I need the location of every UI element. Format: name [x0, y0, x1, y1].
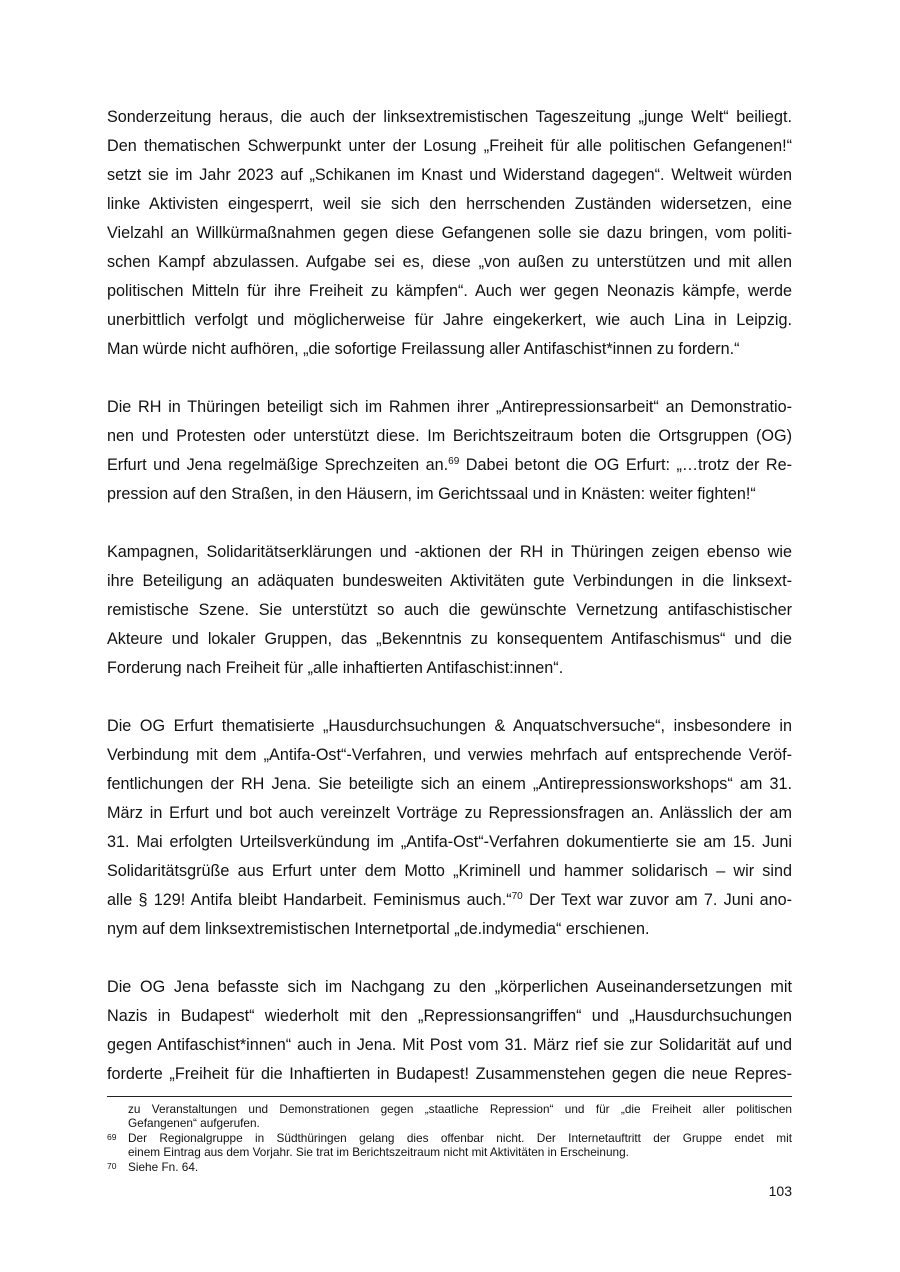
text-line: Solidaritätsgrüße aus Erfurt unter dem Motto „Kriminell und hammer solidarisch – wir sind: [107, 862, 792, 880]
text-segment: Dabei betont die OG Erfurt: „…trotz der Re-: [459, 456, 792, 474]
text-line: Akteure und lokaler Gruppen, das „Bekenntnis zu konsequentem Antifaschismus“ und die: [107, 630, 792, 648]
footnote-line: zu Veranstaltungen und Demonstrationen gegen „staatliche Repression“ und für „die Freiheit aller politischen: [128, 1102, 792, 1116]
text-line: Kampagnen, Solidaritätserklärungen und -aktionen der RH in Thüringen zeigen ebenso wie: [107, 543, 792, 561]
text-segment: Der Text war zuvor am 7. Juni ano-: [522, 891, 792, 909]
text-line: Man würde nicht aufhören, „die sofortige Freilassung aller Antifaschist*innen zu fordern.“: [107, 340, 740, 358]
text-line: schen Kampf abzulassen. Aufgabe sei es, diese „von außen zu unterstützen und mit allen: [107, 253, 792, 271]
text-line: März in Erfurt und bot auch vereinzelt Vorträge zu Repressionsfragen an. Anlässlich der am: [107, 804, 792, 822]
text-line: nym auf dem linksextremistischen Internetportal „de.indymedia“ erschienen.: [107, 920, 650, 938]
footnote-continued: [107, 1103, 792, 1130]
footnote-ref-69[interactable]: 69: [448, 456, 460, 467]
paragraph-1: [107, 103, 792, 364]
text-line: remistische Szene. Sie unterstützt so auch die gewünschte Vernetzung antifaschistischer: [107, 601, 792, 619]
footnote-70: [107, 1161, 792, 1175]
footnote-number: 69: [107, 1132, 117, 1143]
text-line: fentlichungen der RH Jena. Sie beteiligte sich an einem „Antirepressionsworkshops“ am 31.: [107, 775, 792, 793]
footnote-number: [107, 1103, 128, 1130]
text-line: Die OG Jena befasste sich im Nachgang zu den „körperlichen Auseinandersetzungen mit: [107, 978, 792, 996]
text-line: Forderung nach Freiheit für „alle inhaftierten Antifaschist:innen“.: [107, 659, 564, 677]
paragraph-3: [107, 538, 792, 683]
text-line: forderte „Freiheit für die Inhaftierten in Budapest! Zusammenstehen gegen die neue Repres-: [107, 1065, 792, 1083]
footnote-69: [107, 1132, 792, 1159]
text-line: Sonderzeitung heraus, die auch der linksextremistischen Tageszeitung „junge Welt“ beiliegt.: [107, 108, 792, 126]
paragraph-5: [107, 973, 792, 1089]
footnote-text: [128, 1132, 792, 1159]
page-number: 103: [768, 1183, 792, 1199]
footnote-line: Gefangenen“ aufgerufen.: [128, 1115, 260, 1130]
text-line: nen und Protesten oder unterstützt diese. Im Berichtszeitraum boten die Ortsgruppen (OG): [107, 427, 792, 445]
main-text: [107, 103, 792, 1089]
text-line: setzt sie im Jahr 2023 auf „Schikanen im Knast und Widerstand dagegen“. Weltweit würden: [107, 166, 792, 184]
text-line: politischen Mitteln für ihre Freiheit zu kämpfen“. Auch wer gegen Neonazis kämpfe, werde: [107, 282, 792, 300]
footnotes: [107, 1103, 792, 1177]
footnote-line: Der Regionalgruppe in Südthüringen gelang dies offenbar nicht. Der Internetauftritt der Gruppe endet mit: [128, 1131, 792, 1146]
text-line: Verbindung mit dem „Antifa-Ost“-Verfahren, und verwies mehrfach auf entsprechende Veröf-: [107, 746, 792, 764]
text-line: linke Aktivisten eingesperrt, weil sie sich den herrschenden Zuständen widersetzen, eine: [107, 195, 792, 213]
footnote-text: [128, 1103, 792, 1130]
footnote-number: 70: [107, 1161, 117, 1172]
text-line: gegen Antifaschist*innen“ auch in Jena. Mit Post vom 31. März rief sie zur Solidarität auf und: [107, 1036, 792, 1054]
text-line: unerbittlich verfolgt und möglicherweise für Jahre eingekerkert, wie auch Lina in Leipzig.: [107, 311, 792, 329]
text-line: Die RH in Thüringen beteiligt sich im Rahmen ihrer „Antirepressionsarbeit“ an Demonstratio-: [107, 398, 792, 416]
text-segment: alle § 129! Antifa bleibt Handarbeit. Feminismus auch.“: [107, 891, 512, 909]
footnote-ref-70[interactable]: 70: [511, 891, 523, 902]
text-line-with-footnote: [107, 886, 792, 915]
text-line-with-footnote: [107, 451, 792, 480]
footnote-divider: [107, 1096, 792, 1097]
text-line: ihre Beteiligung an adäquaten bundesweiten Aktivitäten gute Verbindungen in die linksext-: [107, 572, 792, 590]
paragraph-4: [107, 712, 792, 944]
text-line: Nazis in Budapest“ wiederholt mit den „Repressionsangriffen“ und „Hausdurchsuchungen: [107, 1007, 792, 1025]
footnote-line: einem Eintrag aus dem Vorjahr. Sie trat im Berichtszeitraum nicht mit Aktivitäten in Erscheinung.: [128, 1144, 629, 1159]
footnote-line: Siehe Fn. 64.: [128, 1160, 199, 1175]
text-line: Vielzahl an Willkürmaßnahmen gegen diese Gefangenen solle sie dazu bringen, vom politi-: [107, 224, 792, 242]
footnote-text: [128, 1161, 792, 1175]
text-segment: Erfurt und Jena regelmäßige Sprechzeiten an.: [107, 456, 449, 474]
paragraph-2: [107, 393, 792, 509]
text-line: 31. Mai erfolgten Urteilsverkündung im „Antifa-Ost“-Verfahren dokumentierte sie am 15. Juni: [107, 833, 792, 851]
text-line: pression auf den Straßen, in den Häusern, im Gerichtssaal und in Knästen: weiter fighten!“: [107, 485, 756, 503]
text-line: Den thematischen Schwerpunkt unter der Losung „Freiheit für alle politischen Gefangenen!“: [107, 137, 792, 155]
text-line: Die OG Erfurt thematisierte „Hausdurchsuchungen & Anquatschversuche“, insbesondere in: [107, 717, 792, 735]
